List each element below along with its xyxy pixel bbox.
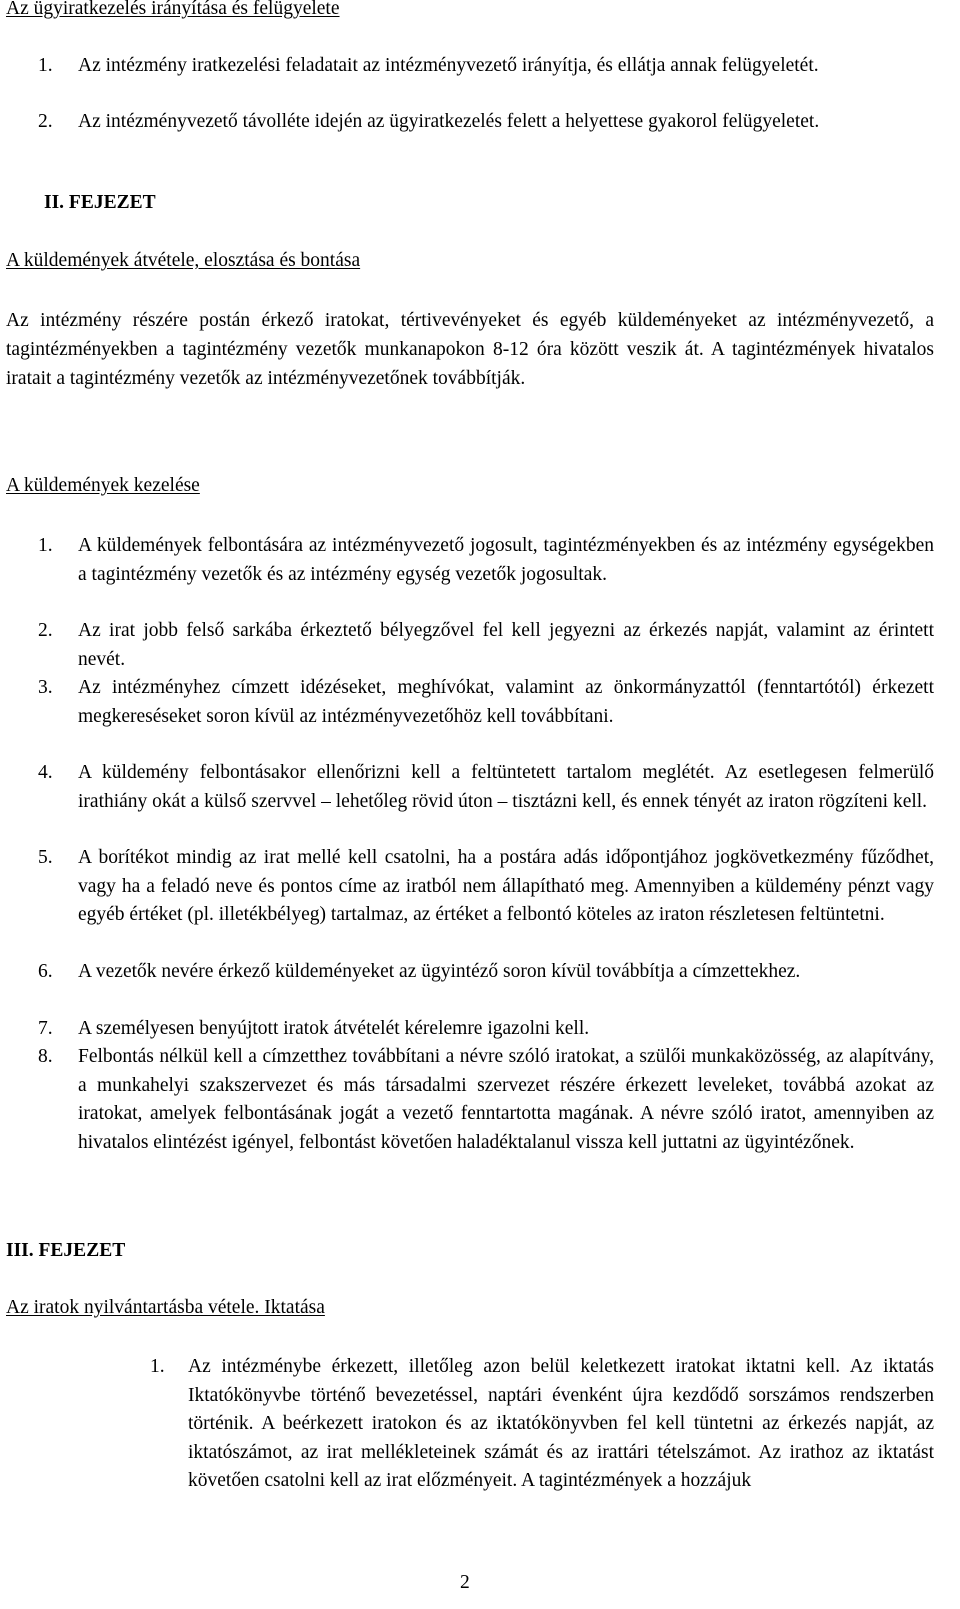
list-item-text: Az intézmény iratkezelési feladatait az intézményvezető irányítja, és ellátja annak felügyeletét. (78, 55, 819, 76)
list-item-text: A személyesen benyújtott iratok átvételét kérelemre igazolni kell. (78, 1018, 590, 1039)
list-item-text: Felbontás nélkül kell a címzetthez továbbítani a névre szóló iratokat, a szülői munkaközösség, az alapítvány, a munkahelyi szakszervezet és más társadalmi szervezet részére érkezett leveleket, továbbá azokat az iratokat, amelyek felbontásának jogát a vezető fenntartotta magának. A névre szóló iratot, amennyiben az hivatalos elintézést igényel, felbontást követően haladéktalanul vissza kell juttatni az ügyintézőnek. (78, 1046, 934, 1153)
list-item-number: 7. (38, 1018, 53, 1039)
list-item-number: 5. (38, 847, 53, 868)
chapter-title: II. FEJEZET (44, 192, 156, 213)
list-item (6, 108, 934, 137)
list-item (38, 958, 934, 987)
list-item-text: A küldemény felbontásakor ellenőrizni kell a feltüntetett tartalom meglétét. Az esetlegesen felmerülő irathiány okát a külső szervvel – lehetőleg rövid úton – tisztázni kell, és ennek tényét az iraton rögzíteni kell. (78, 762, 934, 812)
list-item-text: Az irat jobb felső sarkába érkeztető bélyegzővel fel kell jegyezni az érkezés napját, valamint az érintett nevét. (78, 620, 934, 670)
list-item-number: 1. (38, 55, 53, 76)
list-item (38, 1043, 934, 1157)
section-heading-atvetel: A küldemények átvétele, elosztása és bontása (6, 250, 361, 271)
list-item-text: Az intézménybe érkezett, illetőleg azon belül keletkezett iratokat iktatni kell. Az iktatás Iktatókönyvbe történő bevezetéssel, naptári évenként újra kezdődő sorszámos rendszerben történik. A beérkezett iratokon és az iktatókönyvben fel kell tüntetni az érkezés napját, az iktatószámot, az irat mellékleteinek számát és az irattári tételszámot. Az irathoz az iktatást követően csatolni kell az irat előzményeit. A tagintézmények a hozzájuk (188, 1356, 934, 1491)
list-item (150, 1353, 934, 1496)
list-item (38, 759, 934, 816)
list-item-number: 4. (38, 762, 53, 783)
list-item-text: A küldemények felbontására az intézményvezető jogosult, tagintézményekben és az intézmény egységekben a tagintézmény vezetők és az intézmény egység vezetők jogosultak. (78, 535, 934, 585)
list-item-number: 2. (38, 111, 53, 132)
list-item (38, 532, 934, 589)
list-item (38, 674, 934, 731)
section-heading-iktatas: Az iratok nyilvántartásba vétele. Iktatása (6, 1297, 325, 1318)
list-item-text: Az intézményhez címzett idézéseket, meghívókat, valamint az önkormányzattól (fenntartótól) érkezett megkereséseket soron kívül az intézményvezetőhöz kell továbbítani. (78, 677, 934, 727)
paragraph-atvetel: Az intézmény részére postán érkező iratokat, tértivevényeket és egyéb küldeményeket az intézményvezető, a tagintézményekben a tagintézmény vezetők munkanapokon 8-12 óra között veszik át. A tagintézmények hivatalos iratait a tagintézmény vezetők az intézményvezetőnek továbbítják. (6, 310, 934, 389)
list-item (38, 844, 934, 930)
list-item-text: A vezetők nevére érkező küldeményeket az ügyintéző soron kívül továbbítja a címzettekhez. (78, 961, 801, 982)
list-item-text: A borítékot mindig az irat mellé kell csatolni, ha a postára adás időpontjához jogkövetkezmény fűződhet, vagy ha a feladó neve és pontos címe az iratból nem állapítható meg. Amennyiben a küldemény pénzt vagy egyéb értéket (pl. illetékbélyeg) tartalmaz, az értéket a felbontó köteles az iraton részletesen feltüntetni. (78, 847, 934, 925)
list-item (38, 617, 934, 674)
list-item-number: 3. (38, 677, 53, 698)
list-item-text: Az intézményvezető távolléte idején az ügyiratkezelés felett a helyettese gyakorol felügyeletet. (78, 111, 820, 132)
section-heading-kezeles: A küldemények kezelése (6, 475, 200, 496)
list-item-number: 1. (150, 1356, 165, 1377)
chapter-title: III. FEJEZET (6, 1240, 126, 1261)
page-number: 2 (460, 1572, 470, 1593)
list-item-number: 1. (38, 535, 53, 556)
section-heading-ugyiratkezeles: Az ügyiratkezelés irányítása és felügyelete (6, 0, 340, 19)
list-item (6, 52, 934, 81)
list-item-number: 6. (38, 961, 53, 982)
list-item (38, 1015, 934, 1044)
list-item-number: 2. (38, 620, 53, 641)
list-item-number: 8. (38, 1046, 53, 1067)
